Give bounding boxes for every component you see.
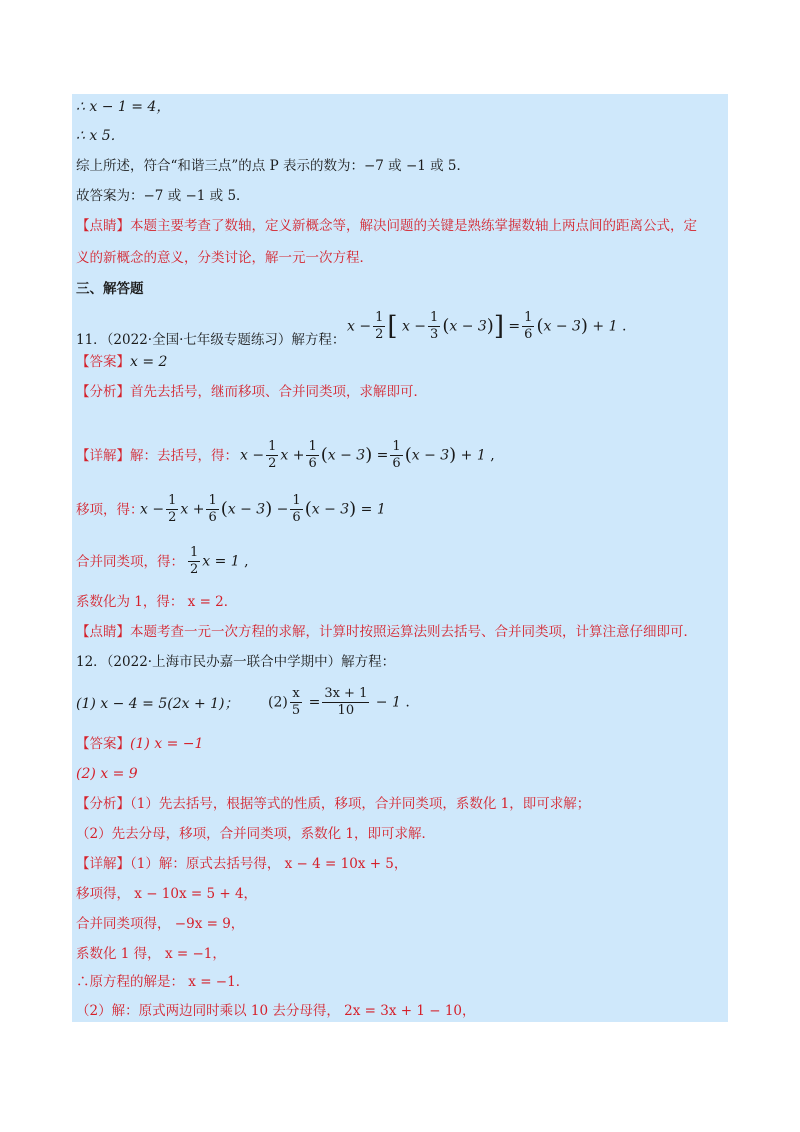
q11-detail4: 系数化为 1，得： x = 2． [76,594,238,610]
frac: $\frac{1}{6}$ [308,439,317,471]
q11-detail2: 移项，得： [76,502,144,518]
frac: $\frac{1}{6}$ [392,439,401,471]
q11-comment [76,622,697,642]
answer-value: x = 2 [130,354,168,370]
q11-detail3-eq: $\frac{1}{2}$ x = 1 , [190,545,249,577]
q11-detail3: 合并同类项，得： [76,554,184,570]
comment-text: 本题考查一元一次方程的求解，计算时按照运算法则去括号、合并同类项，计算注意仔细即可． [130,624,697,640]
q12-part2: (2) $\frac{x}{5}$ = $\frac{3x + 1}{10}$ − 1 . [268,686,410,718]
q12-analysis2: （2）先去分母，移项，合并同类项，系数化 1，即可求解． [76,826,435,842]
q11-prompt [76,330,345,350]
q12-detail2: 移项得， x − 10x = 5 + 4， [76,886,258,902]
q12-prompt: 12．（2022·上海市民办嘉一联合中学期中）解方程： [76,654,396,670]
answer1: (1) x = −1 [130,736,204,752]
line-x-minus-1: ∴ x − 1 = 4， [76,99,171,115]
q12-answer2: (2) x = 9 [76,766,138,782]
q11-equation: x − $\frac{1}{2}$ [ x − $\frac{1}{3}$ (x − 3)] = $\frac{1}{6}$ (x − 3) + 1 . [347,310,627,342]
frac: $\frac{1}{6}$ [292,493,301,525]
analysis-tag: 【分析】 [76,384,130,400]
q12-part1: (1) x − 4 = 5(2x + 1)； [76,696,239,712]
q11-detail1-eq: x − $\frac{1}{2}$ x + $\frac{1}{6}$ (x − 3) = $\frac{1}{6}$ (x − 3) + 1 , [240,439,495,471]
frac: $\frac{1}{2}$ [268,439,277,471]
detail1-prefix: 解：去括号，得： [130,448,238,464]
frac: $\frac{1}{3}$ [430,310,439,342]
q12-analysis [76,794,590,814]
analysis-tag: 【分析】 [76,796,130,812]
line-comment [76,216,697,236]
detail-tag: 【详解】 [76,856,130,872]
q11-detail1 [76,446,238,466]
q11-analysis [76,382,427,402]
frac: $\frac{3x + 1}{10}$ [324,686,368,718]
line-x-5: ∴ x 5． [76,128,125,144]
q11-detail2-eq: x − $\frac{1}{2}$ x + $\frac{1}{6}$ (x − 3) − $\frac{1}{6}$ (x − 3) = 1 [140,493,386,525]
frac: $\frac{1}{2}$ [375,310,384,342]
comment-text: 本题主要考查了数轴，定义新概念等，解决问题的关键是熟练掌握数轴上两点间的距离公式，定 [130,218,697,234]
analysis1: （1）先去括号，根据等式的性质，移项，合并同类项，系数化 1，即可求解； [130,796,591,812]
detail-tag: 【详解】 [76,448,130,464]
q12-detail4: 系数化 1 得， x = −1， [76,946,226,962]
frac: $\frac{1}{6}$ [524,310,533,342]
line-answer: 故答案为：−7 或 −1 或 5． [76,188,250,204]
frac: $\frac{1}{2}$ [190,545,199,577]
frac: $\frac{x}{5}$ [291,686,301,718]
q12-detail3: 合并同类项得， −9x = 9， [76,916,245,932]
q11-answer [76,352,167,372]
section-heading: 三、解答题 [76,281,144,297]
part2-label: (2) [268,694,288,711]
comment-tag: 【点睛】 [76,218,130,234]
analysis-text: 首先去括号，继而移项、合并同类项，求解即可． [130,384,427,400]
line-comment-cont: 义的新概念的意义，分类讨论，解一元一次方程． [76,250,373,266]
comment-tag: 【点睛】 [76,624,130,640]
q12-detail6: （2）解：原式两边同时乘以 10 去分母得， 2x = 3x + 1 − 10， [76,1003,476,1019]
answer-tag: 【答案】 [76,736,130,752]
line-summary: 综上所述，符合“和谐三点”的点 P 表示的数为：−7 或 −1 或 5． [76,158,471,174]
frac: $\frac{1}{2}$ [168,493,177,525]
q12-detail5: ∴原方程的解是： x = −1． [76,974,250,990]
frac: $\frac{1}{6}$ [208,493,217,525]
detail1: （1）解：原式去括号得， x − 4 = 10x + 5， [130,856,408,872]
answer-tag: 【答案】 [76,354,130,370]
q12-detail1 [76,854,407,874]
q12-answer [76,734,203,754]
q11-prefix: 11．（2022·全国·七年级专题练习）解方程： [76,332,346,348]
